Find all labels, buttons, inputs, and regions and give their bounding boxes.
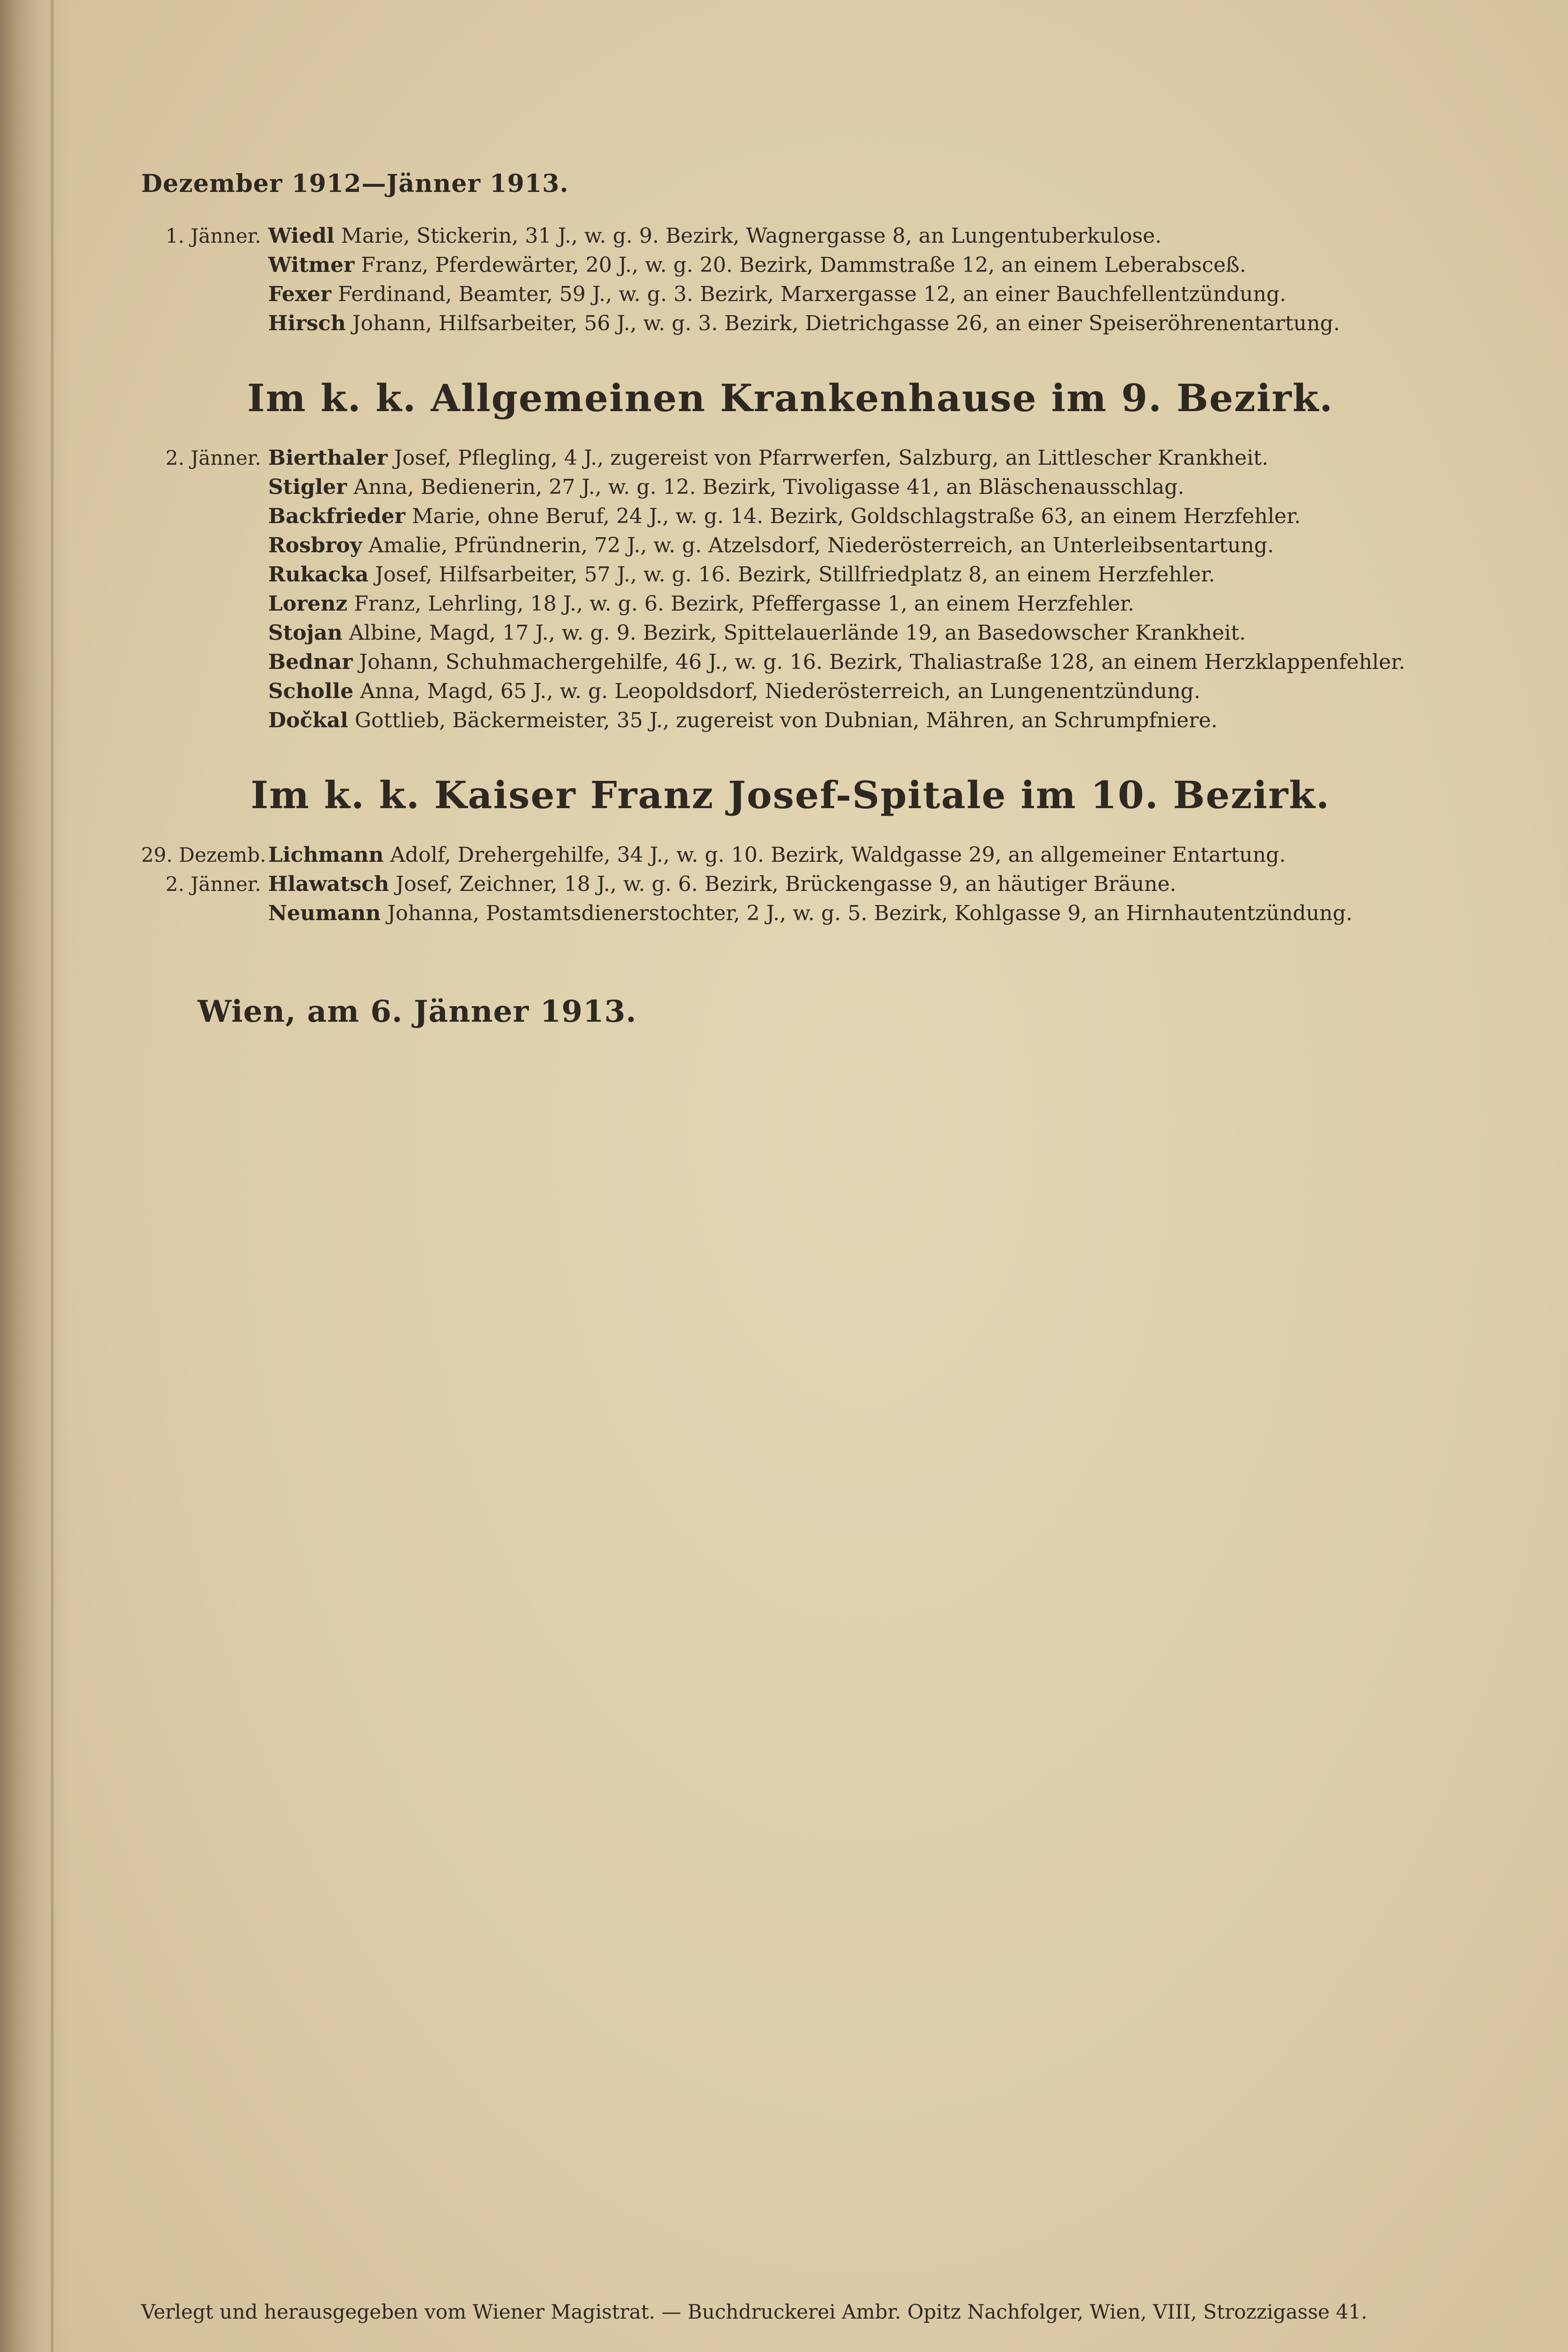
closing-date-line: Wien, am 6. Jänner 1913. [198, 994, 637, 1029]
entry-details: Marie, ohne Beruf, 24 J., w. g. 14. Bezirk, Goldschlagstraße 63, an einem Herzfehler. [412, 504, 1301, 528]
binding-edge [51, 0, 54, 2352]
death-record-entry [141, 589, 1440, 619]
entry-details: Anna, Bedienerin, 27 J., w. g. 12. Bezirk, Tivoligasse 41, an Bläschenausschlag. [353, 475, 1185, 499]
entry-surname: Backfrieder [268, 504, 406, 528]
entry-surname: Hirsch [268, 311, 346, 335]
entry-surname: Bednar [268, 650, 353, 674]
death-record-entry [141, 531, 1440, 560]
document-content [141, 141, 1440, 1029]
entry-separator [331, 282, 338, 306]
death-record-entry [141, 841, 1440, 870]
entry-details: Josef, Hilfsarbeiter, 57 J., w. g. 16. Bezirk, Stillfriedplatz 8, an einem Herzfehler. [375, 563, 1215, 587]
death-record-entry [141, 619, 1440, 648]
entry-separator [388, 446, 394, 470]
entry-surname: Stojan [268, 621, 342, 645]
entry-separator [353, 650, 359, 674]
death-record-entry [141, 706, 1440, 735]
entry-surname: Witmer [268, 253, 355, 277]
entry-surname: Rukacka [268, 563, 369, 587]
entry-separator [347, 475, 353, 499]
entry-separator [362, 533, 369, 557]
death-record-entry [141, 222, 1440, 251]
entry-separator [334, 224, 341, 248]
death-record-entry [141, 251, 1440, 280]
entry-details: Johann, Hilfsarbeiter, 56 J., w. g. 3. Bezirk, Dietrichgasse 26, an einer Speiseröhrenentartung. [352, 311, 1340, 335]
death-record-entry [141, 560, 1440, 589]
publisher-footer: Verlegt und herausgegeben vom Wiener Magistrat. — Buchdruckerei Ambr. Opitz Nachfolger, Wien, VIII, Strozzigasse 41. [141, 2300, 1368, 2323]
period-heading: Dezember 1912—Jänner 1913. [141, 169, 569, 198]
entry-separator [348, 708, 355, 732]
section-title-allgemeines-krankenhaus: Im k. k. Allgemeinen Krankenhause im 9. Bezirk. [247, 376, 1334, 420]
entries-group-2 [141, 444, 1440, 735]
entry-details: Franz, Lehrling, 18 J., w. g. 6. Bezirk, Pfeffergasse 1, an einem Herzfehler. [354, 592, 1135, 616]
death-record-entry [141, 899, 1440, 928]
entry-details: Josef, Zeichner, 18 J., w. g. 6. Bezirk, Brückengasse 9, an häutiger Bräune. [396, 872, 1177, 896]
entry-details: Franz, Pferdewärter, 20 J., w. g. 20. Bezirk, Dammstraße 12, an einem Leberabsceß. [361, 253, 1246, 277]
death-record-entry [141, 309, 1440, 338]
entry-separator [354, 253, 361, 277]
entry-surname: Hlawatsch [268, 872, 390, 896]
entry-surname: Dočkal [268, 708, 349, 732]
entry-date: 1. Jänner. [165, 224, 261, 247]
entries-group-1 [141, 222, 1440, 338]
death-record-entry [141, 502, 1440, 531]
entry-separator [389, 872, 396, 896]
entry-surname: Wiedl [268, 224, 334, 248]
entry-details: Albine, Magd, 17 J., w. g. 9. Bezirk, Spittelauerlände 19, an Basedowscher Krankheit. [349, 621, 1246, 645]
section-title-kaiser-franz-josef-spital: Im k. k. Kaiser Franz Josef-Spitale im 10. Bezirk. [250, 773, 1330, 817]
entry-separator [381, 901, 387, 925]
death-record-entry [141, 870, 1440, 899]
entry-date: 29. Dezemb. [141, 843, 266, 866]
entry-details: Adolf, Drehergehilfe, 34 J., w. g. 10. Bezirk, Waldgasse 29, an allgemeiner Entartung. [390, 843, 1286, 867]
entry-separator [347, 592, 354, 616]
entry-details: Amalie, Pfründnerin, 72 J., w. g. Atzelsdorf, Niederösterreich, an Unterleibsentartung. [368, 533, 1274, 557]
binding-shadow [0, 0, 71, 2352]
entry-separator [342, 621, 349, 645]
entry-separator [368, 563, 375, 587]
death-record-entry [141, 280, 1440, 309]
entry-surname: Lorenz [268, 592, 348, 616]
entry-details: Marie, Stickerin, 31 J., w. g. 9. Bezirk, Wagnergasse 8, an Lungentuberkulose. [341, 224, 1162, 248]
entry-separator [346, 311, 352, 335]
death-record-entry [141, 444, 1440, 473]
entry-surname: Bierthaler [268, 446, 388, 470]
entry-details: Johanna, Postamtsdienerstochter, 2 J., w. g. 5. Bezirk, Kohlgasse 9, an Hirnhautentzündung. [387, 901, 1353, 925]
entry-surname: Lichmann [268, 843, 384, 867]
entries-group-3 [141, 841, 1440, 928]
entry-date: 2. Jänner. [165, 446, 261, 469]
entry-separator [353, 679, 360, 703]
entry-surname: Scholle [268, 679, 354, 703]
entry-details: Josef, Pflegling, 4 J., zugereist von Pfarrwerfen, Salzburg, an Littlescher Krankheit. [394, 446, 1269, 470]
entry-details: Anna, Magd, 65 J., w. g. Leopoldsdorf, Niederösterreich, an Lungenentzündung. [360, 679, 1201, 703]
entry-separator [383, 843, 390, 867]
entry-surname: Fexer [268, 282, 332, 306]
entry-surname: Stigler [268, 475, 347, 499]
death-record-entry [141, 473, 1440, 502]
entry-date: 2. Jänner. [165, 873, 261, 896]
death-record-entry [141, 648, 1440, 677]
entry-details: Gottlieb, Bäckermeister, 35 J., zugereist von Dubnian, Mähren, an Schrumpfniere. [355, 708, 1218, 732]
entry-separator [406, 504, 412, 528]
entry-details: Johann, Schuhmachergehilfe, 46 J., w. g. 16. Bezirk, Thaliastraße 128, an einem Herzklappenfehler. [359, 650, 1405, 674]
entry-surname: Neumann [268, 901, 381, 925]
death-record-entry [141, 677, 1440, 706]
entry-surname: Rosbroy [268, 533, 362, 557]
entry-details: Ferdinand, Beamter, 59 J., w. g. 3. Bezirk, Marxergasse 12, an einer Bauchfellentzündung. [338, 282, 1286, 306]
